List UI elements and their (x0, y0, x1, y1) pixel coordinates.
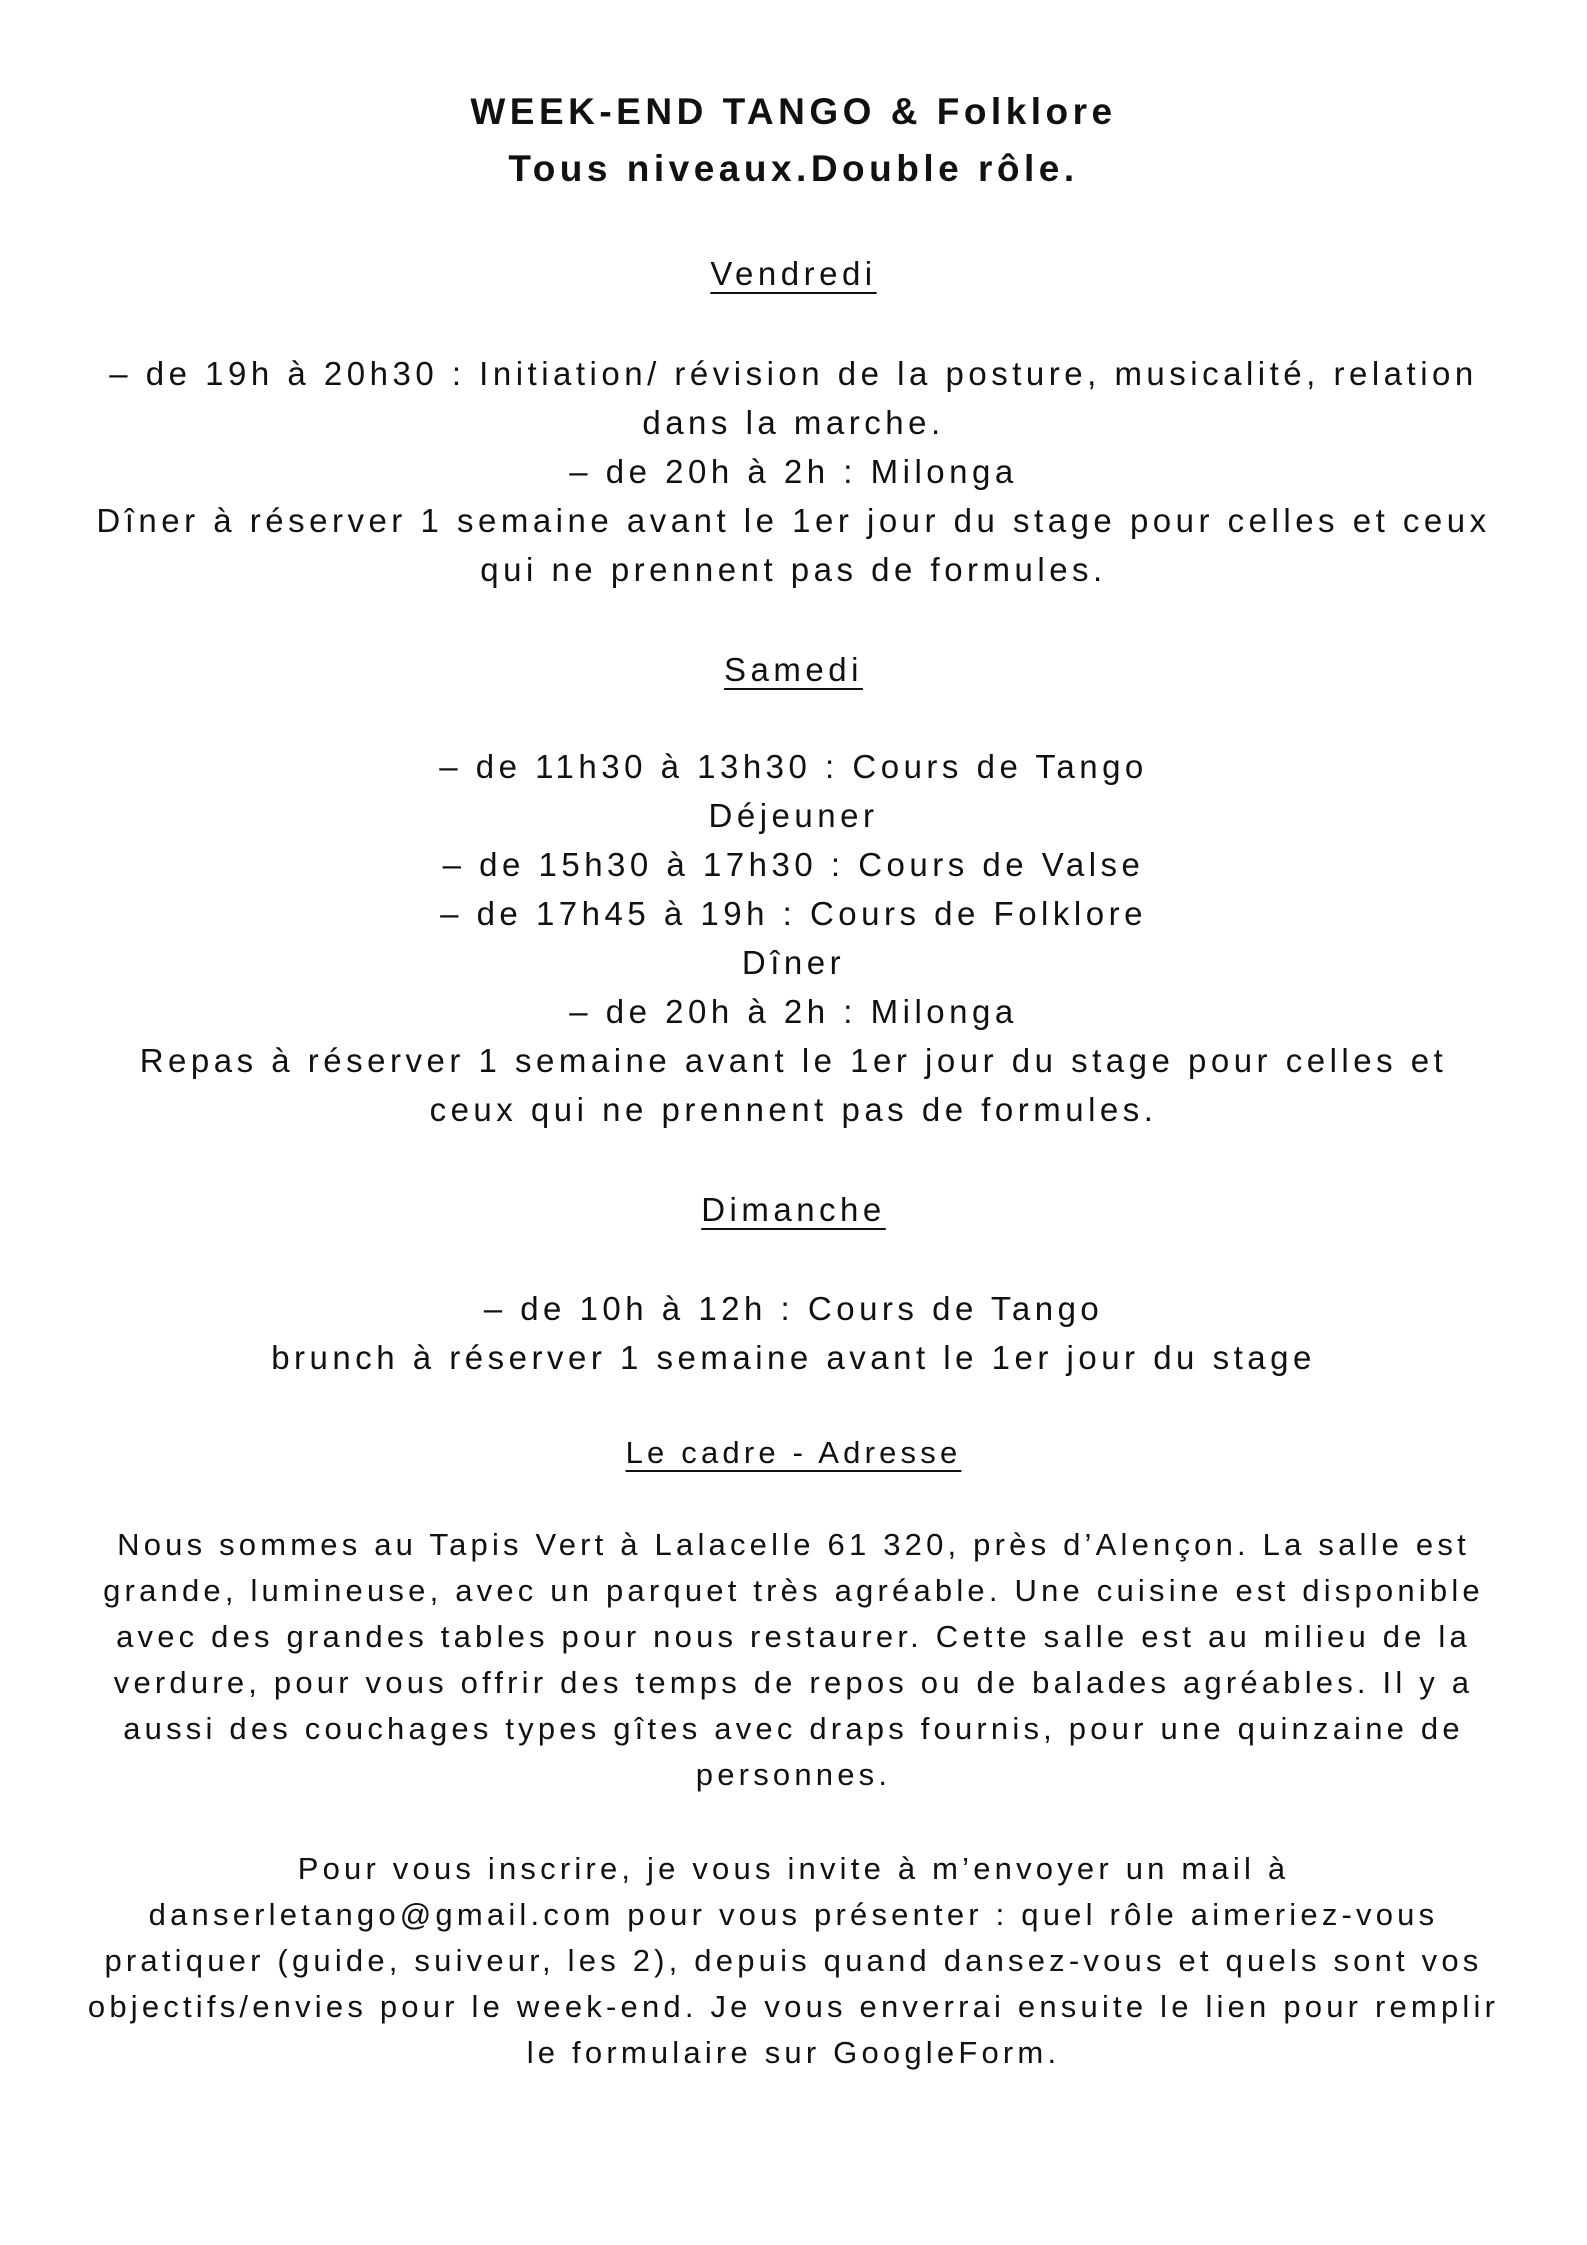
saturday-line: ceux qui ne prennent pas de formules. (429, 1091, 1158, 1128)
friday-line: dans la marche. (642, 404, 945, 441)
registration-line: pratiquer (guide, suiveur, les 2), depuis quand dansez-vous et quels sont vos (104, 1943, 1483, 1978)
venue-line: Nous sommes au Tapis Vert à Lalacelle 61 320, près d’Alençon. La salle est (117, 1527, 1470, 1562)
section-heading-sunday (0, 1185, 1587, 1235)
friday-line: – de 20h à 2h : Milonga (569, 453, 1018, 490)
venue-line: verdure, pour vous offrir des temps de repos ou de balades agréables. Il y a (113, 1665, 1474, 1700)
venue-line: avec des grandes tables pour nous restaurer. Cette salle est au milieu de la (116, 1619, 1471, 1654)
friday-line: Dîner à réserver 1 semaine avant le 1er jour du stage pour celles et ceux (96, 502, 1491, 539)
section-heading-venue-label: Le cadre - Adresse (625, 1435, 962, 1470)
venue-line: personnes. (695, 1757, 892, 1792)
registration-line: danserletango@gmail.com pour vous présenter : quel rôle aimeriez-vous (148, 1897, 1439, 1932)
registration-line: Pour vous inscrire, je vous invite à m’envoyer un mail à (297, 1851, 1290, 1886)
section-heading-saturday-label: Samedi (724, 651, 863, 688)
friday-line: qui ne prennent pas de formules. (480, 551, 1107, 588)
registration-line: le formulaire sur GoogleForm. (526, 2035, 1061, 2070)
section-heading-venue (0, 1428, 1587, 1478)
page-title: WEEK-END TANGO & Folklore (470, 91, 1117, 132)
section-heading-friday (0, 249, 1587, 299)
page-subtitle: Tous niveaux.Double rôle. (508, 148, 1079, 189)
saturday-line: Déjeuner (708, 797, 879, 834)
sunday-line: brunch à réserver 1 semaine avant le 1er jour du stage (271, 1339, 1316, 1376)
sunday-line: – de 10h à 12h : Cours de Tango (483, 1290, 1104, 1327)
saturday-line: Repas à réserver 1 semaine avant le 1er jour du stage pour celles et (139, 1042, 1448, 1079)
saturday-line: Dîner (741, 944, 846, 981)
section-heading-saturday (0, 645, 1587, 695)
venue-line: grande, lumineuse, avec un parquet très agréable. Une cuisine est disponible (103, 1573, 1484, 1608)
saturday-line: – de 15h30 à 17h30 : Cours de Valse (442, 846, 1145, 883)
saturday-line: – de 20h à 2h : Milonga (569, 993, 1018, 1030)
saturday-line: – de 17h45 à 19h : Cours de Folklore (440, 895, 1147, 932)
venue-line: aussi des couchages types gîtes avec draps fournis, pour une quinzaine de (123, 1711, 1464, 1746)
registration-line: objectifs/envies pour le week-end. Je vous enverrai ensuite le lien pour remplir (87, 1989, 1500, 2024)
section-heading-sunday-label: Dimanche (701, 1191, 886, 1228)
saturday-line: – de 11h30 à 13h30 : Cours de Tango (439, 748, 1148, 785)
friday-line: – de 19h à 20h30 : Initiation/ révision de la posture, musicalité, relation (109, 355, 1478, 392)
section-heading-friday-label: Vendredi (710, 255, 877, 292)
